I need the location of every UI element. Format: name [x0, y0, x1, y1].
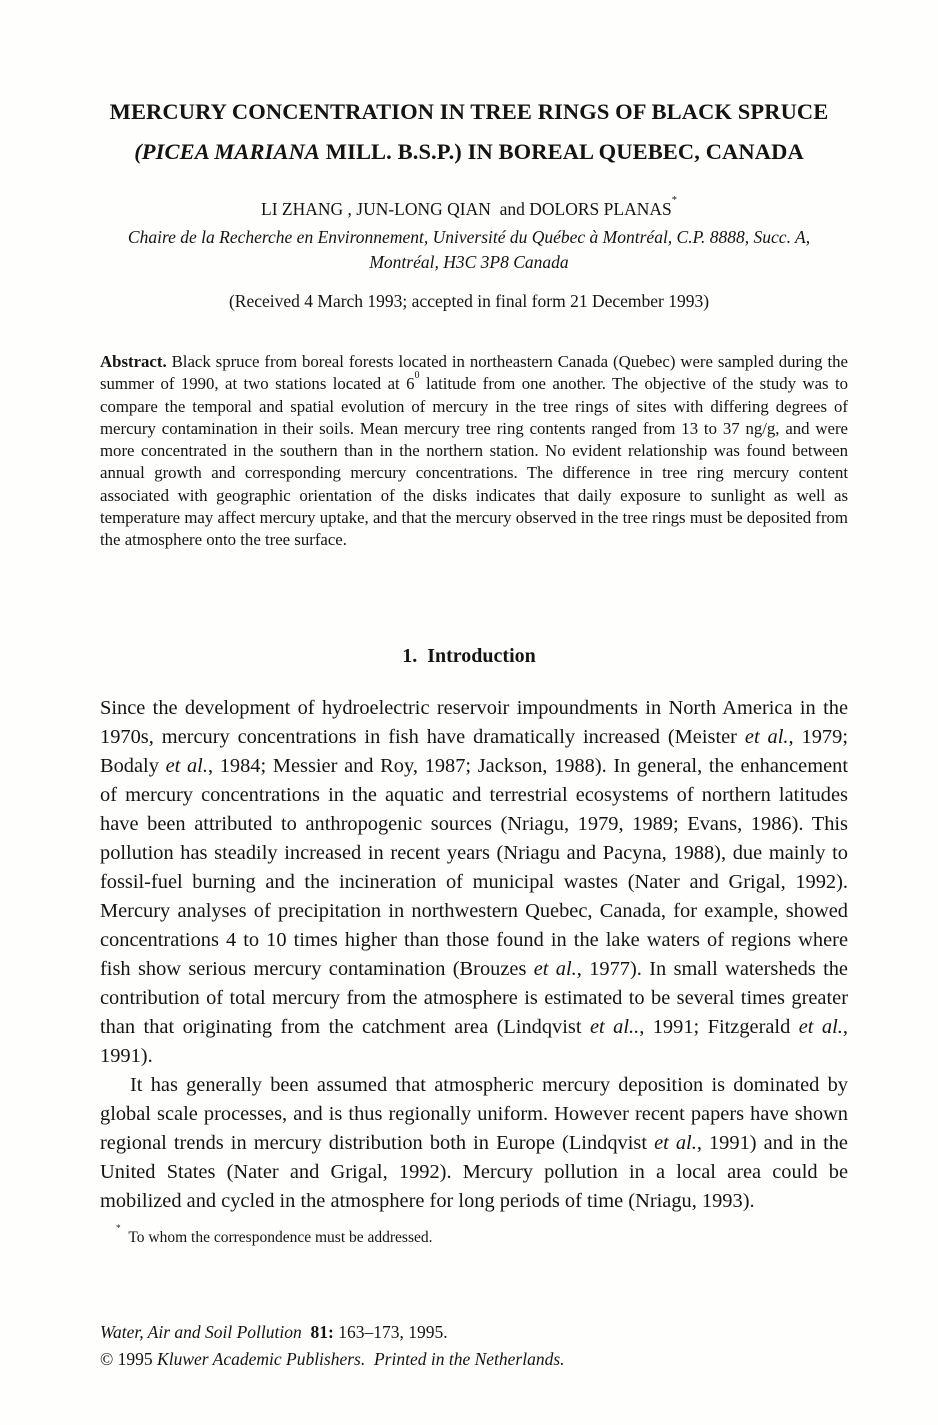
title-line-1: MERCURY CONCENTRATION IN TREE RINGS OF BLACK SPRUCE	[109, 99, 829, 124]
affiliation	[50, 225, 888, 275]
paper-title	[50, 92, 888, 172]
journal-footer	[100, 1319, 880, 1372]
intro-paragraph-1: Since the development of hydroelectric reservoir impoundments in North America in the 1970s, mercury concentrations in fish have dramatically increased (Meister et al., 1979; Bodaly et al., 1984; Messier and Roy, 1987; Jackson, 1988). In general, the enhancement of mercury concentrations in the aquatic and terrestrial ecosystems of northern latitudes have been attributed to anthropogenic sources (Nriagu, 1979, 1989; Evans, 1986). This pollution has steadily increased in recent years (Nriagu and Pacyna, 1988), due mainly to fossil-fuel burning and the incineration of municipal wastes (Nater and Grigal, 1992). Mercury analyses of precipitation in northwestern Quebec, Canada, for example, showed concentrations 4 to 10 times higher than those found in the lake waters of regions where fish show serious mercury contamination (Brouzes et al., 1977). In small watersheds the contribution of total mercury from the atmosphere is estimated to be several times greater than that originating from the catchment area (Lindqvist et al.., 1991; Fitzgerald et al., 1991).	[100, 697, 848, 1067]
received-note: (Received 4 March 1993; accepted in final form 21 December 1993)	[228, 291, 710, 311]
intro-paragraph-2: It has generally been assumed that atmospheric mercury deposition is dominated by global scale processes, and is thus regionally uniform. However recent papers have shown regional trends in mercury distribution both in Europe (Lindqvist et al., 1991) and in the United States (Nater and Grigal, 1992). Mercury pollution in a local area could be mobilized and cycled in the atmosphere for long periods of time (Nriagu, 1993).	[100, 1074, 848, 1212]
section-heading-introduction: 1. Introduction	[402, 645, 536, 667]
affiliation-line-1: Chaire de la Recherche en Environnement, Université du Québec à Montréal, C.P. 8888, Succ. A,	[127, 227, 811, 247]
copyright-line: © 1995 Kluwer Academic Publishers. Printed in the Netherlands.	[100, 1348, 565, 1369]
title-line-2: (PICEA MARIANA MILL. B.S.P.) IN BOREAL QUEBEC, CANADA	[134, 139, 804, 164]
correspondence-footnote: * To whom the correspondence must be addressed.	[116, 1224, 433, 1246]
abstract-paragraph: Abstract. Black spruce from boreal forests located in northeastern Canada (Quebec) were sampled during the summer of 1990, at two stations located at $6^0$ latitude from one another. The objective of the study was to compare the temporal and spatial evolution of mercury in the tree rings of sites with differing degrees of mercury contamination in their soils. Mean mercury tree ring contents ranged from 13 to 37 ng/g, and were more concentrated in the southern than in the northern station. No evident relationship was found between annual growth and corresponding mercury concentrations. The difference in tree ring mercury content associated with geographic orientation of the disks indicates that daily exposure to sunlight as well as temperature may affect mercury uptake, and that the mercury observed in the tree rings must be deposited from the atmosphere onto the tree surface.	[100, 352, 848, 550]
introduction-body	[100, 694, 848, 1248]
affiliation-line-2: Montréal, H3C 3P8 Canada	[369, 252, 569, 272]
journal-citation-line: Water, Air and Soil Pollution 81: 163–173, 1995.	[100, 1322, 448, 1342]
authors-line: LI ZHANG , JUN-LONG QIAN and DOLORS PLANAS*	[261, 194, 677, 219]
